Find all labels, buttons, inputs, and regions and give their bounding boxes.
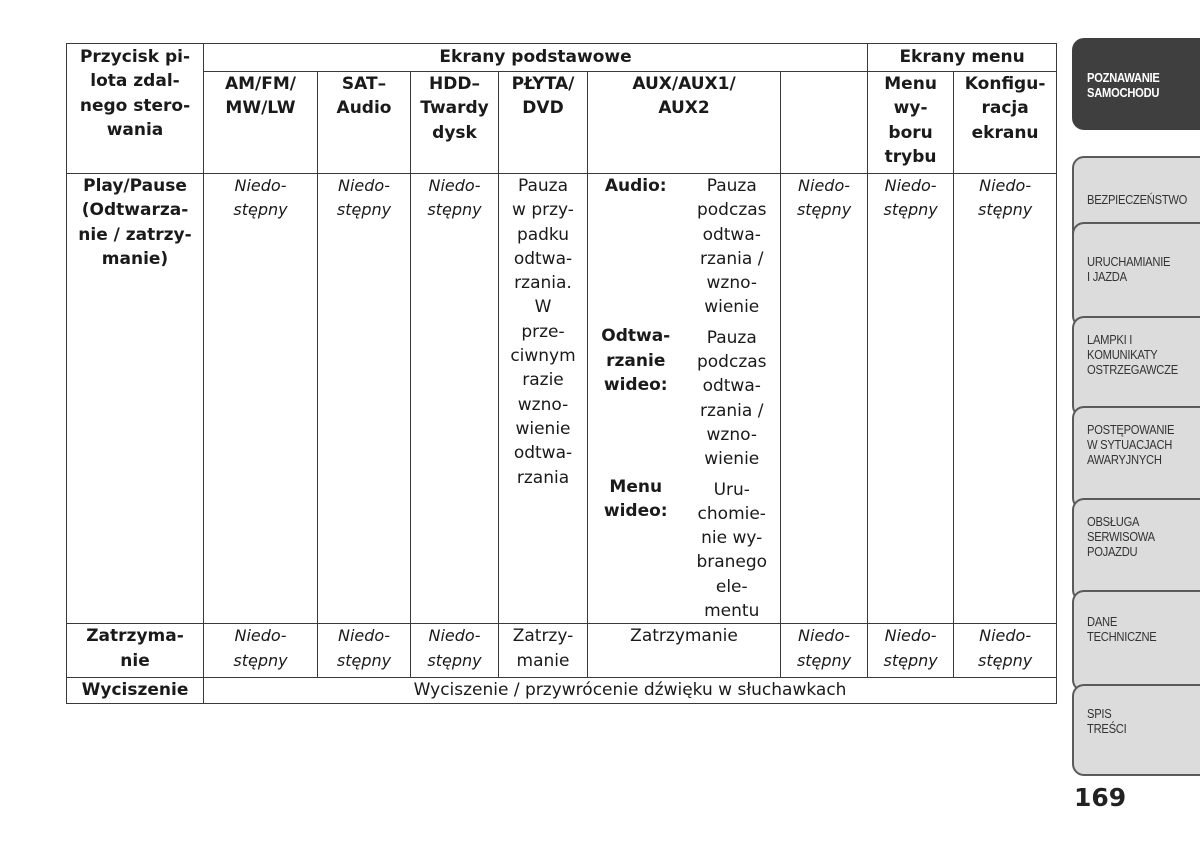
cell-mute-text: Wyciszenie / przywrócenie dźwięku w słuchawkach [204,678,1057,704]
cell-not-available: Niedo- stępny [868,624,954,678]
cell-not-available: Niedo- stępny [781,624,868,678]
tab-obsluga-serwisowa[interactable]: OBSŁUGA SERWISOWA POJAZDU [1072,498,1200,602]
cell-not-available: Niedo- stępny [411,624,499,678]
header-am-fm: AM/FM/ MW/LW [204,72,318,174]
cell-not-available: Niedo- stępny [204,624,318,678]
header-aux: AUX/AUX1/ AUX2 [588,72,781,174]
cell-plyta-play: Pauza w przy- padku odtwa- rzania. W prze- ciwnym razie wzno- wienie odtwa- rzania [499,174,588,624]
header-empty [781,72,868,174]
header-remote-button: Przycisk pi- lota zdal- nego stero- wania [67,44,204,174]
cell-not-available: Niedo- stępny [781,174,868,624]
cell-not-available: Niedo- stępny [318,624,411,678]
header-menu-mode: Menu wy- boru trybu [868,72,954,174]
header-basic-screens: Ekrany podstawowe [204,44,868,72]
tab-uruchamianie-i-jazda[interactable]: URUCHAMIANIE I JAZDA [1072,222,1200,328]
cell-not-available: Niedo- stępny [954,624,1057,678]
cell-aux-labels: Audio: Odtwa- rzanie wideo: Menu wideo: [588,174,684,624]
remote-control-table [66,43,1057,704]
table-row-mute [67,678,1057,704]
tab-bezpieczenstwo[interactable]: BEZPIECZEŃSTWO [1072,156,1200,250]
tab-postepowanie-awaryjne[interactable]: POSTĘPOWANIE W SYTUACJACH AWARYJNYCH [1072,406,1200,510]
header-plyta-dvd: PŁYTA/ DVD [499,72,588,174]
tab-dane-techniczne[interactable]: DANE TECHNICZNE [1072,590,1200,692]
header-screen-config: Konfigu- racja ekranu [954,72,1057,174]
header-sat-audio: SAT– Audio [318,72,411,174]
row-label-play-pause: Play/Pause (Odtwarza- nie / zatrzy- manie) [67,174,204,624]
cell-aux-stop: Zatrzymanie [588,624,781,678]
cell-not-available: Niedo- stępny [318,174,411,624]
aux-audio-label: Audio: [604,176,667,196]
cell-plyta-stop: Zatrzy- manie [499,624,588,678]
table-row-play-pause [67,174,1057,624]
cell-not-available: Niedo- stępny [204,174,318,624]
cell-not-available: Niedo- stępny [411,174,499,624]
tab-spis-tresci[interactable]: SPIS TREŚCI [1072,684,1200,776]
tab-lampki-komunikaty[interactable]: LAMPKI I KOMUNIKATY OSTRZEGAWCZE [1072,316,1200,418]
header-menu-screens: Ekrany menu [868,44,1057,72]
row-label-mute: Wyciszenie [67,678,204,704]
header-hdd: HDD– Twardy dysk [411,72,499,174]
cell-not-available: Niedo- stępny [868,174,954,624]
table-row-stop [67,624,1057,678]
cell-not-available: Niedo- stępny [954,174,1057,624]
cell-aux-texts: Pauza podczas odtwa- rzania / wzno- wienie Pauza podczas odtwa- rzania / wzno- wienie Uru- chomie- nie wy- branego ele- mentu [684,174,781,624]
row-label-stop: Zatrzyma- nie [67,624,204,678]
page-number: 169 [1074,783,1127,812]
tab-poznawanie-samochodu[interactable]: POZNAWANIE SAMOCHODU [1072,38,1200,130]
